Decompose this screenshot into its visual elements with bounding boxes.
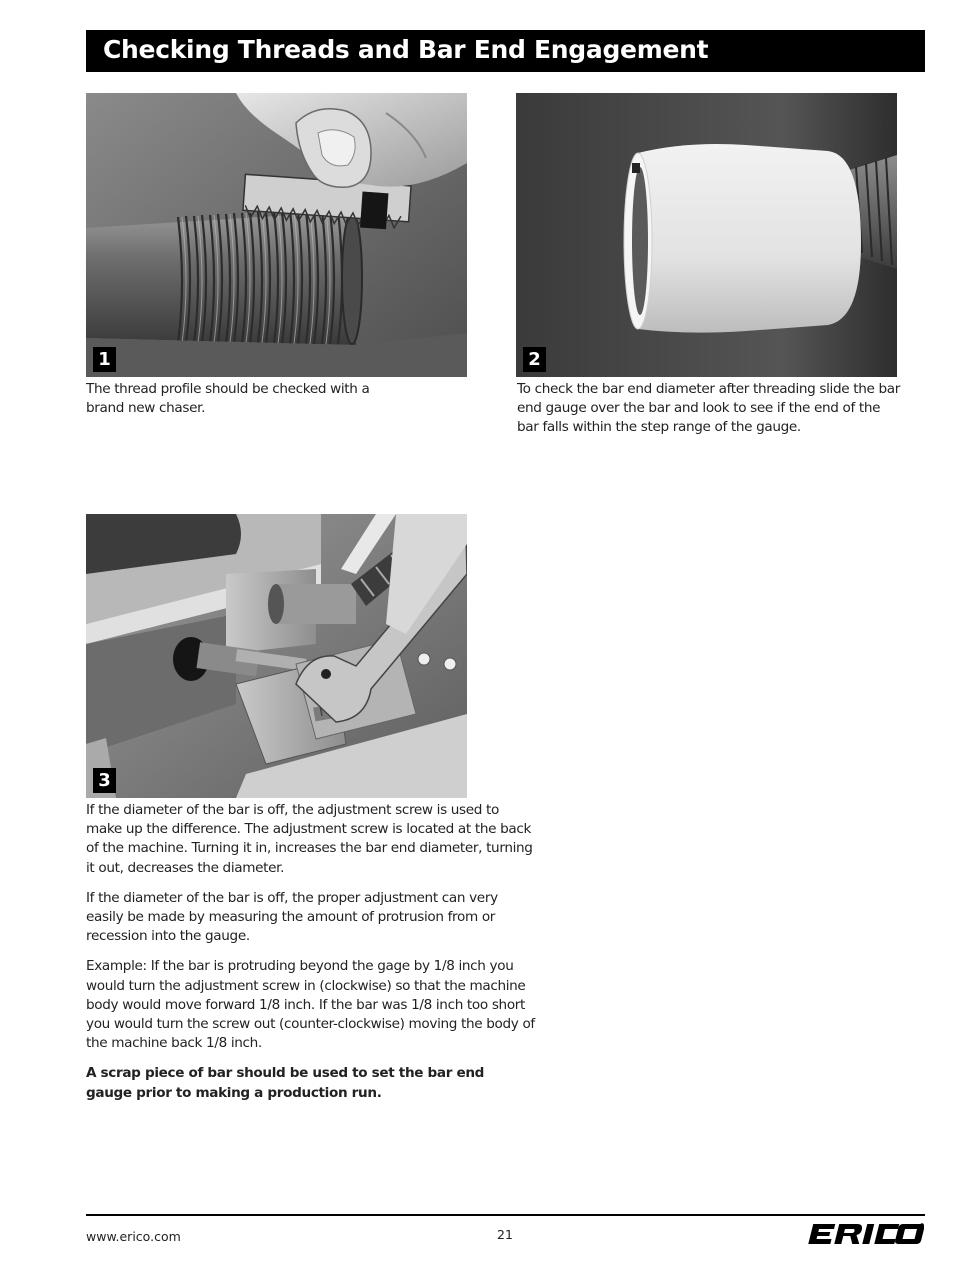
thread-check-illustration <box>86 93 467 377</box>
figure-1-caption <box>86 380 386 429</box>
paragraph-3: Example: If the bar is protruding beyond the gage by 1/8 inch you would turn the adjustment screw in (clockwise) so that the machine body would move forward 1/8 inch. If the bar was 1/8 inch too short you would turn the screw out (counter-clockwise) moving the body of the machine back 1/8 inch. <box>86 958 535 1052</box>
figure-3-number: 3 <box>93 768 116 793</box>
footer-divider <box>86 1214 925 1216</box>
bar-end-gauge-illustration <box>516 93 897 377</box>
erico-logo <box>806 1221 924 1251</box>
page-number: 21 <box>497 1227 513 1242</box>
adjustment-screw-illustration <box>86 514 467 798</box>
figure-3-photo <box>86 514 467 798</box>
body-text <box>86 801 536 1114</box>
paragraph-2: If the diameter of the bar is off, the proper adjustment can very easily be made by measuring the amount of protrusion from or recession into the gauge. <box>86 889 498 945</box>
figure-1-photo <box>86 93 467 377</box>
paragraph-1: If the diameter of the bar is off, the adjustment screw is used to make up the difference. The adjustment screw is located at the back of the machine. Turning it in, increases the bar end diameter, turning it out, decreases the diameter. <box>86 802 533 876</box>
production-note: A scrap piece of bar should be used to set the bar end gauge prior to making a production run. <box>86 1065 485 1101</box>
figure-2-caption-text: To check the bar end diameter after threading slide the bar end gauge over the bar and look to see if the end of the bar falls within the step range of the gauge. <box>517 381 900 436</box>
page-title: Checking Threads and Bar End Engagement <box>103 35 709 64</box>
footer-url[interactable]: www.erico.com <box>86 1229 181 1244</box>
figure-1-number: 1 <box>93 347 116 372</box>
figure-1-caption-text: The thread profile should be checked with a brand new chaser. <box>86 381 370 417</box>
figure-2-caption <box>517 380 902 449</box>
title-bar <box>86 30 925 72</box>
figure-2-number: 2 <box>523 347 546 372</box>
erico-logo-mark <box>806 1221 924 1247</box>
figure-2-photo <box>516 93 897 377</box>
